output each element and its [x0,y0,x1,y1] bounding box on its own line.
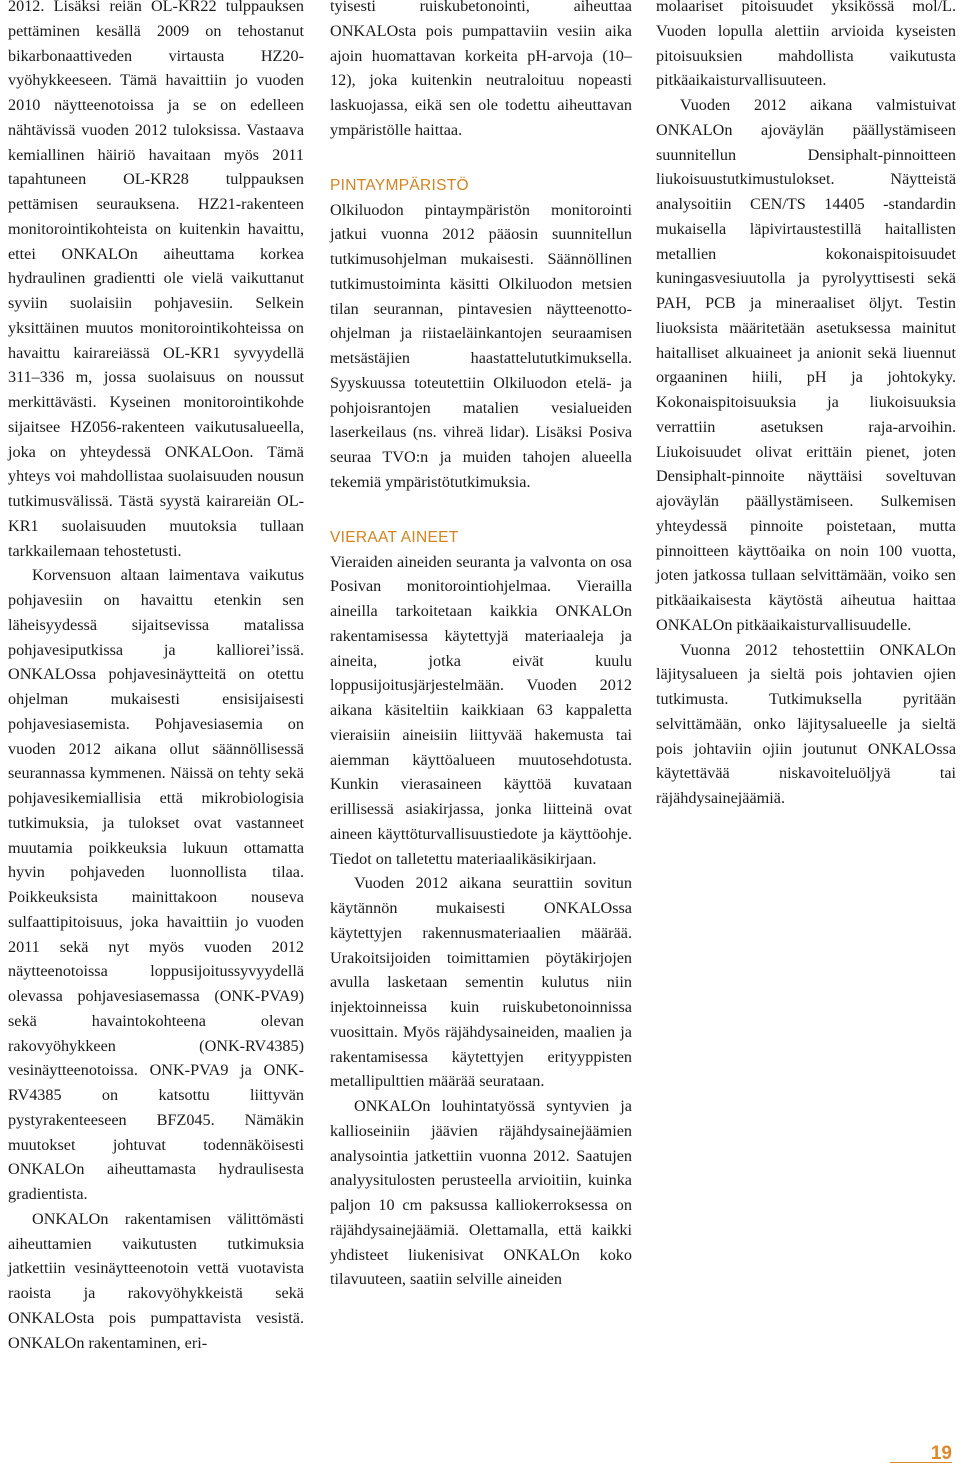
section-heading-pintaymparisto: PINTAYMPÄRISTÖ [330,176,469,194]
paragraph: Vuonna 2012 tehostettiin ONKALOn läjitysalueen ja sieltä pois johtavien ojien tutkimusta. Tutkimuksella pyritään selvittämään, onko läjitysalueelle ja sieltä pois johtaviin ojiin joutunut ONKALOssa käytettävää niskavoiteluöljyä tai räjähdysainejäämiä. [656,640,956,807]
text-column-3 [656,0,956,811]
text-column-2 [330,0,632,1292]
paragraph: 2012. Lisäksi reiän OL-KR22 tulppauksen pettäminen kesällä 2009 on tehostanut bikarbonaattiveden virtausta HZ20-vyöhykkeeseen. Tämä havaittiin jo vuoden 2010 näytteenotoissa ja se on edelleen nähtävissä vuoden 2012 tuloksissa. Vastaava kemiallinen häiriö havaitaan myös 2011 tapahtuneen OL-KR28 tulppauksen pettämisen seurauksena. HZ21-rakenteen monitorointikohteista on kuitenkin havaittu, ettei ONKALOn aiheuttama korkea hydraulinen gradientti ole vielä vaikuttanut syviin suolaisiin pohjavesiin. Selkein yksittäinen muutos monitorointikohteissa on havaittu kairareiässä OL-KR1 syvyydellä 311–336 m, jossa suolaisuus on noussut merkittävästi. Kyseinen monitorointikohde sijaitsee HZ056-rakenteen vaikutusalueella, joka on yhteydessä ONKALOon. Tämä yhteys voi mahdollistaa suolaisuuden nousun tutkimusvälissä. Tästä syystä kairareiän OL-KR1 suolaisuuden muutoksia tullaan tarkkailemaan tehostetusti. [8,0,304,560]
paragraph: Korvensuon altaan laimentava vaikutus pohjavesiin on havaittu etenkin sen läheisyydessä sijaitsevissa matalissa pohjavesiputkissa ja kalliorei’issä. ONKALOssa pohjavesinäytteitä on otettu ohjelman mukaisesti ensisijaisesti pohjavesiasemista. Pohjavesiasemia on vuoden 2012 aikana ollut säännöllisessä seurannassa kymmenen. Näissä on tehty sekä pohjavesikemiallisia että mikrobiologisia tutkimuksia, ja tulokset ovat vastanneet muutamia poikkeuksia lukuun ottamatta hyvin pohjaveden luonnollista tilaa. Poikkeuksista mainittakoon nouseva sulfaattipitoisuus, joka havaittiin jo vuoden 2011 sekä nyt myös vuoden 2012 näytteenotoissa loppusijoitussyvyydellä olevassa pohjavesiasemassa (ONK-PVA9) sekä havaintokohteena olevan rakovyöhykkeen (ONK-RV4385) vesinäytteenotoissa. ONK-PVA9 ja ONK-RV4385 on katsottu liittyvän pystyrakenteeseen BFZ045. Nämäkin muutokset johtuvat todennäköisesti ONKALOn aiheuttamasta hydraulisesta gradientista. [8,566,304,1203]
text-column-1 [8,0,304,1355]
paragraph: Vuoden 2012 aikana seurattiin sovitun käytännön mukaisesti ONKALOssa käytettyjen rakennusmateriaalien määrää. Urakoitsijoiden toimittamien pöytäkirjojen avulla lasketaan sementin kulutus niin injektoinneissa kuin ruiskubetonoinnissa vuosittain. Myös räjähdysaineiden, maalien ja rakentamisessa käytettyjen erityyppisten metallipulttien määrää seurataan. [330,874,632,1091]
page-number: 19 [930,1443,952,1464]
paragraph: molaariset pitoisuudet yksikössä mol/L. Vuoden lopulla alettiin arvioida kyseisten pitoisuuksien mahdollista vaikutusta pitkäaikaisturvallisuuteen. [656,0,956,90]
paragraph: Olkiluodon pintaympäristön monitorointi jatkui vuonna 2012 pääosin suunnitellun tutkimusohjelman mukaisesti. Säännöllinen tutkimustoiminta käsitti Olkiluodon metsien tilan seurannan, pintavesien näytteenotto-ohjelman ja riistaeläinkantojen seuraamisen metsästäjien haastattelututkimuksella. Syyskuussa toteutettiin Olkiluodon etelä- ja pohjoisrantojen matalien vesialueiden laserkeilaus (ns. vihreä lidar). Lisäksi Posiva seuraa TVO:n ja muiden tahojen alueella tekemiä ympäristötutkimuksia. [330,200,632,491]
section-heading-vieraat-aineet: VIERAAT AINEET [330,528,459,546]
paragraph: ONKALOn rakentamisen välittömästi aiheuttamien vaikutusten tutkimuksia jatkettiin vesinäytteenotoin vettä vuotavista raoista ja rakovyöhykkeistä sekä ONKALOsta pois pumpattavista vesistä. ONKALOn rakentaminen, eri- [8,1209,304,1352]
paragraph: Vieraiden aineiden seuranta ja valvonta on osa Posivan monitorointiohjelmaa. Vierailla aineilla tarkoitetaan kaikkia ONKALOn rakentamisessa käytettyjä materiaaleja ja aineita, jotka eivät kuulu loppusijoitusjärjestelmään. Vuoden 2012 aikana käsiteltiin kaikkiaan 63 kappaletta vieraisiin aineisiin liittyvää hakemusta tai aiemman käyttöalueen muutosehdotusta. Kunkin vierasaineen käyttöä kuvataan erillisessä asiakirjassa, jonka liitteinä ovat aineen käyttöturvallisuustiedote ja käyttöohje. Tiedot on talletettu materiaalikäsikirjaan. [330,552,632,868]
paragraph: Vuoden 2012 aikana valmistuivat ONKALOn ajoväylän päällystämiseen suunnitellun Densiphalt-pinnoitteen liukoisuustutkimustulokset. Näytteistä analysoitiin CEN/TS 14405 -standardin mukaisella läpivirtaustestillä haitallisten metallien kokonaispitoisuudet kuningasvesiuutolla ja pyrolyyttisesti sekä PAH, PCB ja mineraaliset öljyt. Testin liuoksista määritetään asetuksessa mainitut haitalliset alkuaineet ja anionit sekä liuennut orgaaninen hiili, pH ja johtokyky. Kokonaispitoisuuksia ja liukoisuuksia verrattiin asetuksen raja-arvoihin. Liukoisuudet olivat erittäin pienet, joten Densiphalt-pinnoite näyttäisi soveltuvan ajoväylän päällystämiseen. Sulkemisen yhteydessä pinnoite poistetaan, mutta pinnoitteen käyttöaika on noin 100 vuotta, joten jatkossa tullaan selvittämään, voiko sen pitkäaikaisesta käytöstä aiheutua haittaa ONKALOn pitkäaikaisturvallisuudelle. [656,96,956,634]
paragraph: tyisesti ruiskubetonointi, aiheuttaa ONKALOsta pois pumpattaviin vesiin aika ajoin huomattavan korkeita pH-arvoja (10–12), joka kuitenkin neutraloituu nopeasti laskuojassa, eikä sen ole todettu aiheuttavan ympäristölle haittaa. [330,0,632,139]
paragraph: ONKALOn louhintatyössä syntyvien ja kallioseiniin jäävien räjähdysainejäämien analysointia jatkettiin vuonna 2012. Saatujen analyysitulosten perusteella arvioitiin, kuinka paljon 10 cm paksussa kalliokerroksessa on räjähdysainejäämiä. Olettamalla, että kaikki yhdisteet liukenisivat ONKALOn koko tilavuuteen, saatiin selville aineiden [330,1097,632,1289]
